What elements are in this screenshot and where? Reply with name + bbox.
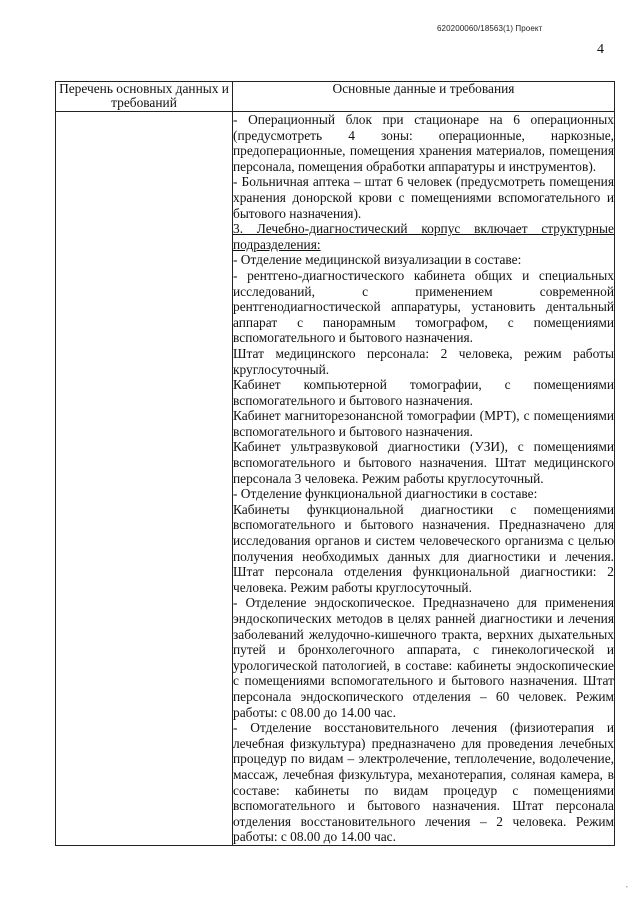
table-row (56, 112, 615, 846)
empty-cell (56, 112, 233, 846)
page-number: 4 (597, 42, 604, 57)
paragraph-mri: Кабинет магниторезонансной томографии (МРТ), с помещениями вспомогательного и бытового назначения. (233, 408, 614, 439)
paragraph-functional-cabinets: Кабинеты функциональной диагностики с помещениями вспомогательного и бытового назначения. Предназначено для исследования органов и систем человеческого организма с целью получения необходимых данных для диагностики и лечения. Штат персонала отделения функциональной диагностики: 2 человека. Режим работы круглосуточный. (233, 501, 614, 595)
column-header-requirements: Основные данные и требования (233, 82, 615, 112)
paragraph-pharmacy: - Больничная аптека – штат 6 человек (предусмотреть помещения хранения донорской крови с помещениями вспомогательного и бытового назначения). (233, 174, 614, 221)
paragraph-operating-block: - Операционный блок при стационаре на 6 операционных (предусмотреть 4 зоны: операционные, наркозные, предоперационные, помещения хранения материалов, помещения персонала, помещения обработки аппаратуры и инструментов). (233, 112, 614, 174)
paragraph-xray-cabinet: - рентгено-диагностического кабинета общих и специальных исследований, с применением современной рентгенодиагностической аппаратуры, установить дентальный аппарат с панорамным томографом, с помещениями вспомогательного и бытового назначения. (233, 267, 614, 346)
paragraph-imaging-staff: Штат медицинского персонала: 2 человека, режим работы круглосуточный. (233, 345, 614, 377)
paragraph-section-3-heading: 3. Лечебно-диагностический корпус включает структурные подразделения: (233, 221, 614, 252)
scan-mark: , (626, 881, 628, 889)
paragraph-ultrasound: Кабинет ультразвуковой диагностики (УЗИ), с помещениями вспомогательного и бытового назначения. Штат медицинского персонала 3 человека. Режим работы круглосуточный. (233, 439, 614, 486)
paragraph-imaging-dept: - Отделение медицинской визуализации в составе: (233, 252, 522, 268)
requirements-table (55, 81, 615, 846)
column-header-list: Перечень основных данных и требований (56, 82, 233, 112)
table-header-row (56, 82, 615, 112)
requirements-cell (233, 112, 615, 846)
document-id: 620200060/18563(1) Проект (437, 24, 543, 33)
paragraph-functional-dept: - Отделение функциональной диагностики в составе: (233, 486, 538, 502)
paragraph-ct: Кабинет компьютерной томографии, с помещениями вспомогательного и бытового назначения. (233, 377, 614, 408)
paragraph-endoscopy: - Отделение эндоскопическое. Предназначено для применения эндоскопических методов в целях ранней диагностики и лечения заболеваний желудочно-кишечного тракта, верхних дыхательных путей и бронхолегочного аппарата, с гинекологической и урологической патологией, в составе: кабинеты эндоскопические с помещениями вспомогательного и бытового назначения. Штат персонала эндоскопического отделения – 60 человек. Режим работы: с 08.00 до 14.00 час. (233, 595, 614, 720)
paragraph-rehabilitation: - Отделение восстановительного лечения (физиотерапия и лечебная физкультура) предназначено для проведения лечебных процедур по видам – электролечение, теплолечение, водолечение, массаж, лечебная физкультура, механотерапия, соляная камера, в составе: кабинеты по видам процедур с помещениями вспомогательного и бытового назначения. Штат персонала отделения восстановительного лечения – 2 человека. Режим работы: с 08.00 до 14.00 час. (233, 720, 614, 845)
